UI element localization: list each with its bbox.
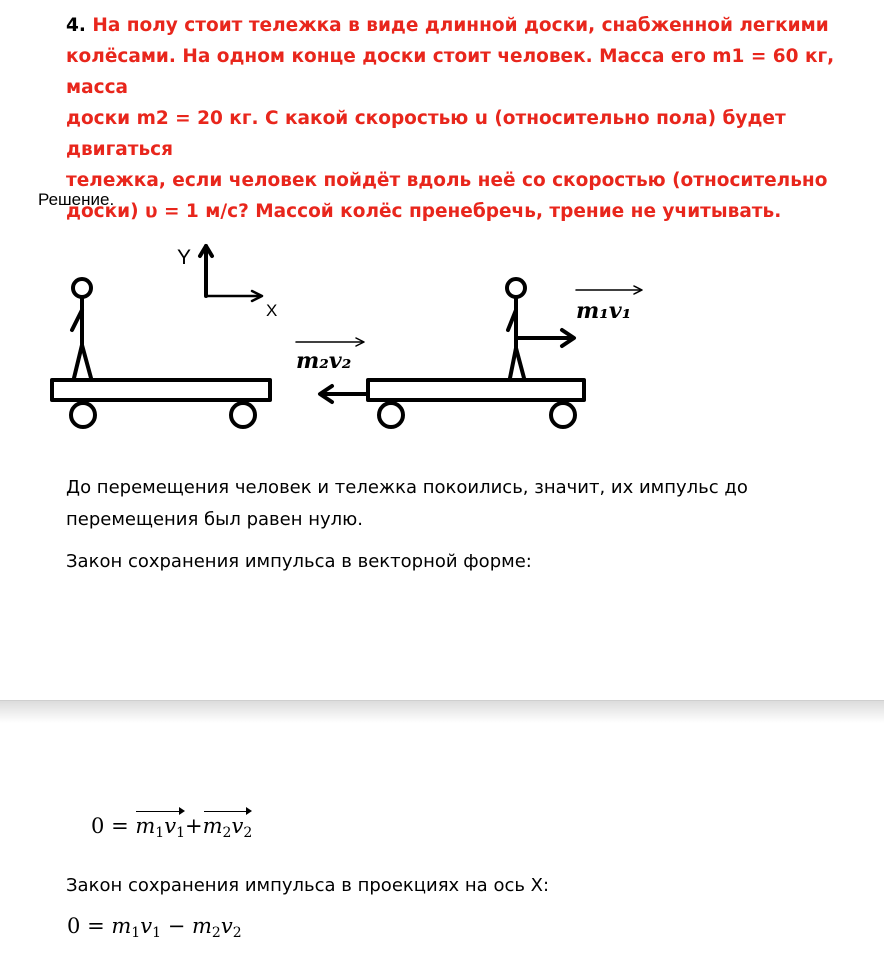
problem-line-3: доски m2 = 20 кг. С какой скоростью u (относительно пола) будет двигаться [66, 108, 786, 160]
label-m2v2: m₂v₂ [296, 348, 352, 374]
page-divider [0, 700, 884, 723]
problem-number: 4. [66, 15, 86, 36]
problem-statement [66, 10, 866, 227]
problem-line-2: колёсами. На одном конце доски стоит человек. Масса его m1 = 60 кг, масса [66, 46, 835, 98]
problem-line-5: доски) υ = 1 м/с? Массой колёс пренебречь, трение не учитывать. [66, 201, 782, 222]
solution-label: Решение. [38, 190, 115, 209]
paragraph-initial-rest: До перемещения человек и тележка покоились, значит, их импульс до перемещения был равен нулю. [66, 477, 748, 530]
axis-y-label: Y [177, 246, 192, 269]
cart-diagram [0, 230, 884, 450]
right-cart [368, 279, 584, 427]
formula-vector: $0 = m_1v_1+m_2v_2$ [91, 814, 253, 841]
axes [200, 246, 262, 301]
vector-m2v2: $m_2v_2$ [202, 814, 253, 841]
problem-line-1: 4. На полу стоит тележка в виде длинной доски, снабженной легкими [66, 15, 829, 36]
axis-x-label: X [266, 301, 278, 320]
problem-line-4: тележка, если человек пойдёт вдоль неё со скоростью (относительно [66, 170, 828, 191]
formula-scalar: $0 = m_1v_1 - m_2v_2$ [67, 914, 242, 941]
left-cart [52, 279, 270, 427]
arrow-m2v2 [320, 386, 366, 402]
label-m1v1: m₁v₁ [576, 298, 632, 324]
paragraph-vector-law: Закон сохранения импульса в векторной форме: [66, 551, 532, 572]
paragraph-projection-law: Закон сохранения импульса в проекциях на ось X: [66, 875, 550, 896]
vector-m1v1: $m_1v_1$ [135, 814, 185, 841]
